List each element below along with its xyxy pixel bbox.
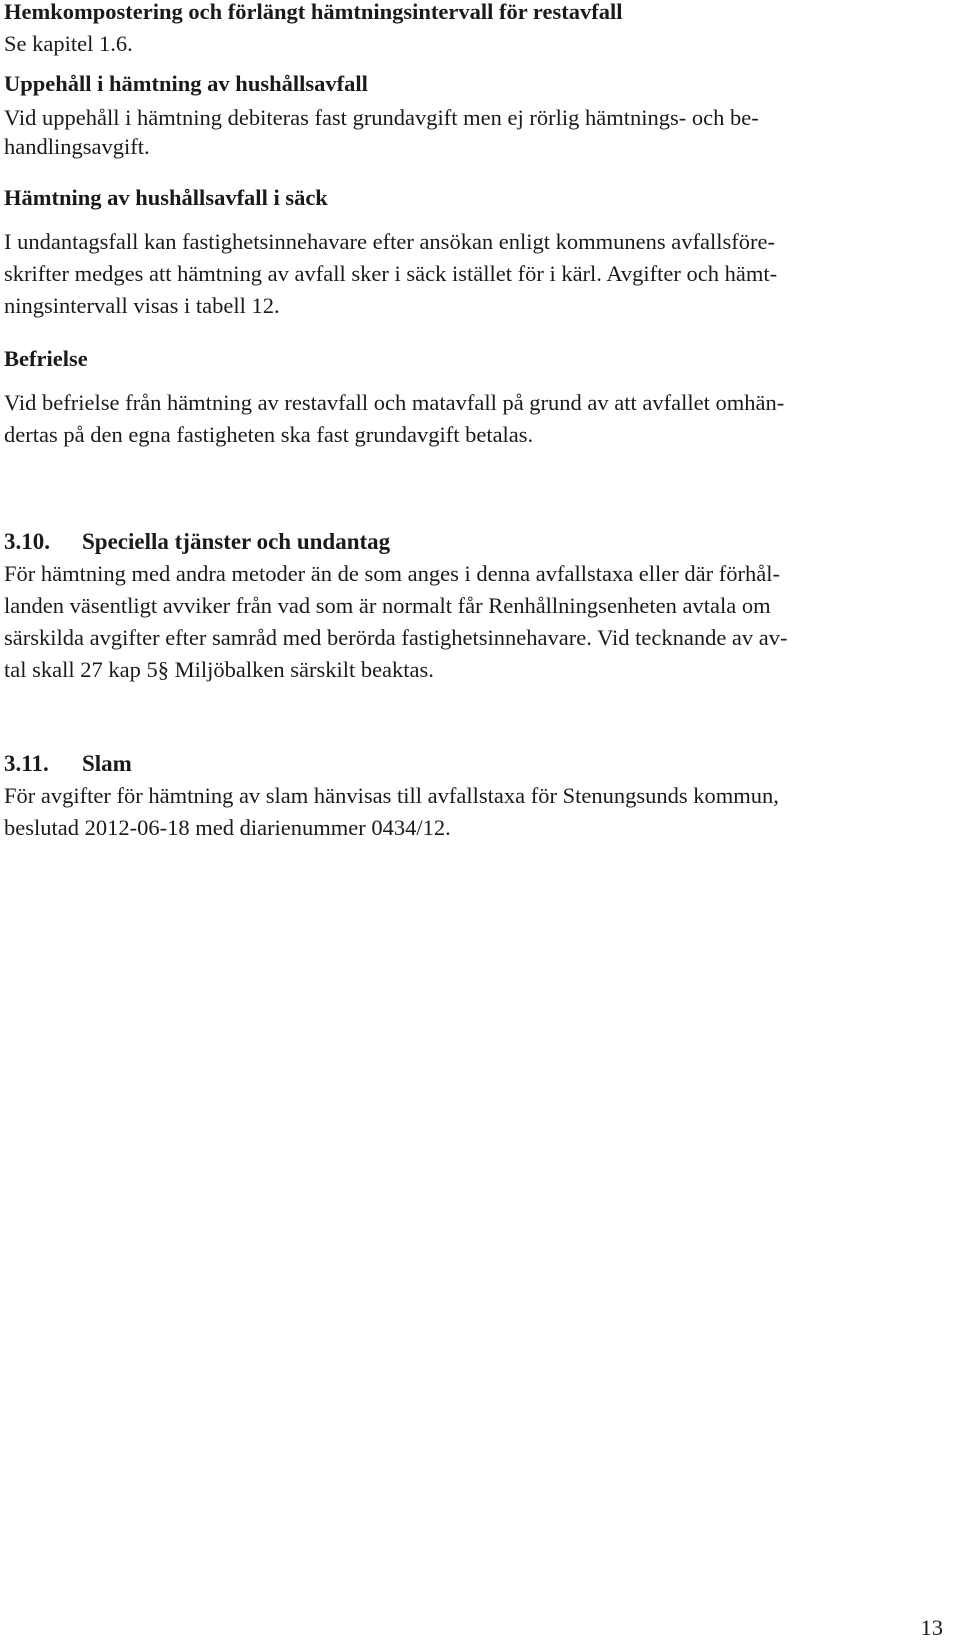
paragraph-line: handlingsavgift. [4, 134, 150, 159]
paragraph-line: För avgifter för hämtning av slam hänvisas till avfallstaxa för Stenungsunds kommun, [4, 783, 779, 808]
section-speciella-tjanster [4, 526, 788, 686]
section-number: 3.10. [4, 529, 50, 554]
paragraph-line: landen väsentligt avviker från vad som är normalt får Renhållningsenheten avtala om [4, 593, 771, 618]
paragraph-line: I undantagsfall kan fastighetsinnehavare efter ansökan enligt kommunens avfallsföre- [4, 229, 775, 254]
section-heading: Hämtning av hushållsavfall i säck [4, 185, 328, 210]
section-heading: Befrielse [4, 346, 88, 371]
paragraph-line: skrifter medges att hämtning av avfall sker i säck istället för i kärl. Avgifter och hämt- [4, 261, 778, 286]
paragraph-line: Vid uppehåll i hämtning debiteras fast grundavgift men ej rörlig hämtnings- och be- [4, 105, 759, 130]
page-number: 13 [920, 1615, 943, 1640]
section-heading: Hemkompostering och förlängt hämtningsintervall för restavfall [4, 0, 623, 24]
paragraph-line: Vid befrielse från hämtning av restavfall och matavfall på grund av att avfallet omhän- [4, 390, 785, 415]
paragraph-line: dertas på den egna fastigheten ska fast grundavgift betalas. [4, 422, 534, 447]
section-title: Speciella tjänster och undantag [82, 529, 391, 554]
section-uppehall [4, 68, 759, 163]
paragraph-line: tal skall 27 kap 5§ Miljöbalken särskilt beaktas. [4, 657, 434, 682]
paragraph-line: ningsintervall visas i tabell 12. [4, 293, 280, 318]
section-heading [4, 748, 779, 780]
section-slam [4, 748, 779, 844]
paragraph-line: För hämtning med andra metoder än de som anges i denna avfallstaxa eller där förhål- [4, 561, 780, 586]
section-heading [4, 526, 788, 558]
section-hemkompostering [4, 0, 623, 60]
section-number: 3.11. [4, 751, 49, 776]
paragraph-line: Se kapitel 1.6. [4, 31, 133, 56]
paragraph-line: beslutad 2012-06-18 med diarienummer 0434/12. [4, 815, 451, 840]
section-title: Slam [82, 751, 132, 776]
paragraph-line: särskilda avgifter efter samråd med berörda fastighetsinnehavare. Vid tecknande av av- [4, 625, 788, 650]
section-sack [4, 182, 777, 322]
section-befrielse [4, 343, 784, 451]
section-heading: Uppehåll i hämtning av hushållsavfall [4, 71, 368, 96]
